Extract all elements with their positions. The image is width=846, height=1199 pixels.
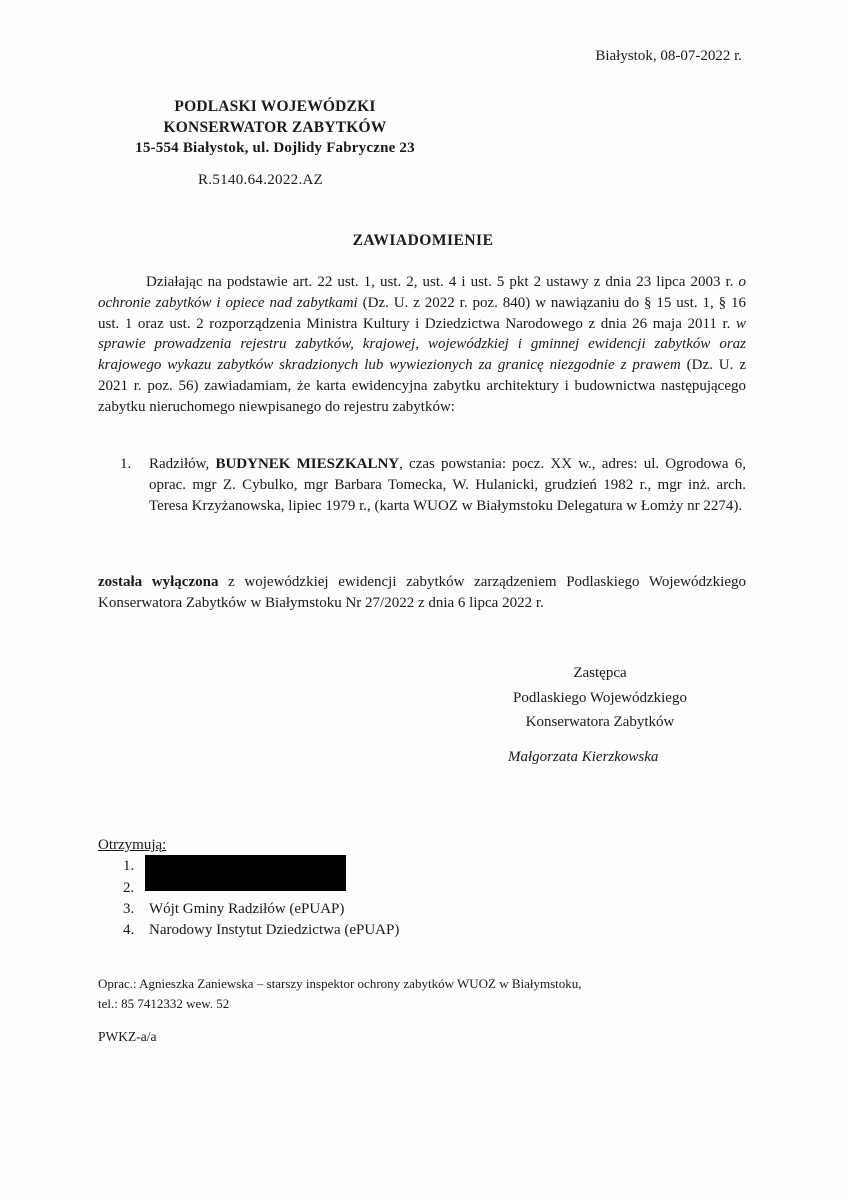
- item-details: , czas powstania: pocz. XX w., adres: ul. Ogrodowa 6, oprac. mgr Z. Cybulko, mgr Barbara Tomecka, W. Hulanicki, grudzień 1982 r., mgr inż. arch. Teresa Krzyżanowska, lipiec 1979 r., (karta WUOZ w Białymstoku Delegatura w Łomży nr 2274).: [149, 456, 746, 514]
- paragraph-text: Działając na podstawie art. 22 ust. 1, ust. 2, ust. 4 i ust. 5 pkt 2 ustawy z dnia 23 lipca 2003 r.: [146, 274, 739, 290]
- recipient-number: 2.: [123, 879, 135, 896]
- signature-line-2: Podlaskiego Wojewódzkiego: [513, 689, 687, 706]
- issuer-address: 15-554 Białystok, ul. Dojlidy Fabryczne 23: [135, 140, 415, 156]
- act-title: o ochronie zabytków i opiece nad zabytkami: [98, 274, 746, 311]
- recipient-item: [123, 899, 399, 920]
- decision-keyword: została wyłączona: [98, 574, 219, 590]
- recipient-number: 3.: [123, 900, 135, 917]
- place-and-date: Białystok, 08-07-2022 r.: [595, 48, 742, 64]
- recipient-text: Narodowy Instytut Dziedzictwa (ePUAP): [149, 922, 400, 939]
- item-text: [149, 454, 746, 516]
- issuer-line-2: KONSERWATOR ZABYTKÓW: [163, 119, 387, 136]
- decision-paragraph: [98, 572, 746, 614]
- file-symbol: PWKZ-a/a: [98, 1029, 157, 1044]
- signature-block: [470, 661, 730, 735]
- recipients-heading: Otrzymują:: [98, 837, 167, 853]
- recipient-number: 1.: [123, 858, 135, 875]
- signature-line-1: Zastępca: [573, 665, 627, 681]
- item-object-name: BUDYNEK MIESZKALNY: [215, 456, 400, 472]
- prepared-by-footer: [98, 974, 582, 1014]
- reference-number: R.5140.64.2022.AZ: [198, 172, 324, 188]
- recipient-item: [123, 920, 399, 941]
- signer-name: Małgorzata Kierzkowska: [508, 749, 659, 765]
- signature-line-3: Konserwatora Zabytków: [525, 714, 675, 730]
- document-title: ZAWIADOMIENIE: [352, 232, 494, 249]
- paragraph-text: (Dz. U. z 2021 r. poz. 56) zawiadamiam, że karta ewidencyjna zabytku architektury i budownictwa następującego zabytku nieruchomego niewpisanego do rejestru zabytków:: [98, 357, 746, 415]
- prepared-by-line: Oprac.: Agnieszka Zaniewska – starszy inspektor ochrony zabytków WUOZ w Białymstoku,: [98, 976, 582, 991]
- item-locality: Radziłów,: [149, 456, 216, 472]
- main-paragraph: [98, 272, 746, 418]
- issuer-header: [120, 96, 430, 159]
- decision-text: z wojewódzkiej ewidencji zabytków zarządzeniem Podlaskiego Wojewódzkiego Konserwatora Zabytków w Białymstoku Nr 27/2022 z dnia 6 lipca 2022 r.: [98, 574, 746, 611]
- issuer-line-1: PODLASKI WOJEWÓDZKI: [174, 98, 376, 115]
- item-number: 1.: [120, 456, 132, 472]
- monument-list-item: [120, 454, 746, 516]
- paragraph-text: (Dz. U. z 2022 r. poz. 840) w nawiązaniu do § 15 ust. 1, § 16 ust. 1 oraz ust. 2 rozporządzenia Ministra Kultury i Dziedzictwa Narodowego z dnia 26 maja 2011 r.: [98, 294, 747, 332]
- recipient-number: 4.: [123, 922, 135, 939]
- regulation-title: w sprawie prowadzenia rejestru zabytków, krajowej, wojewódzkiej i gminnej ewidencji zabytków oraz krajowego wykazu zabytków skradzionych lub wywiezionych za granicę niezgodnie z prawem: [98, 315, 746, 374]
- redaction-box: [145, 855, 346, 891]
- phone-line: tel.: 85 7412332 wew. 52: [98, 996, 230, 1011]
- recipient-text: Wójt Gminy Radziłów (ePUAP): [149, 900, 345, 917]
